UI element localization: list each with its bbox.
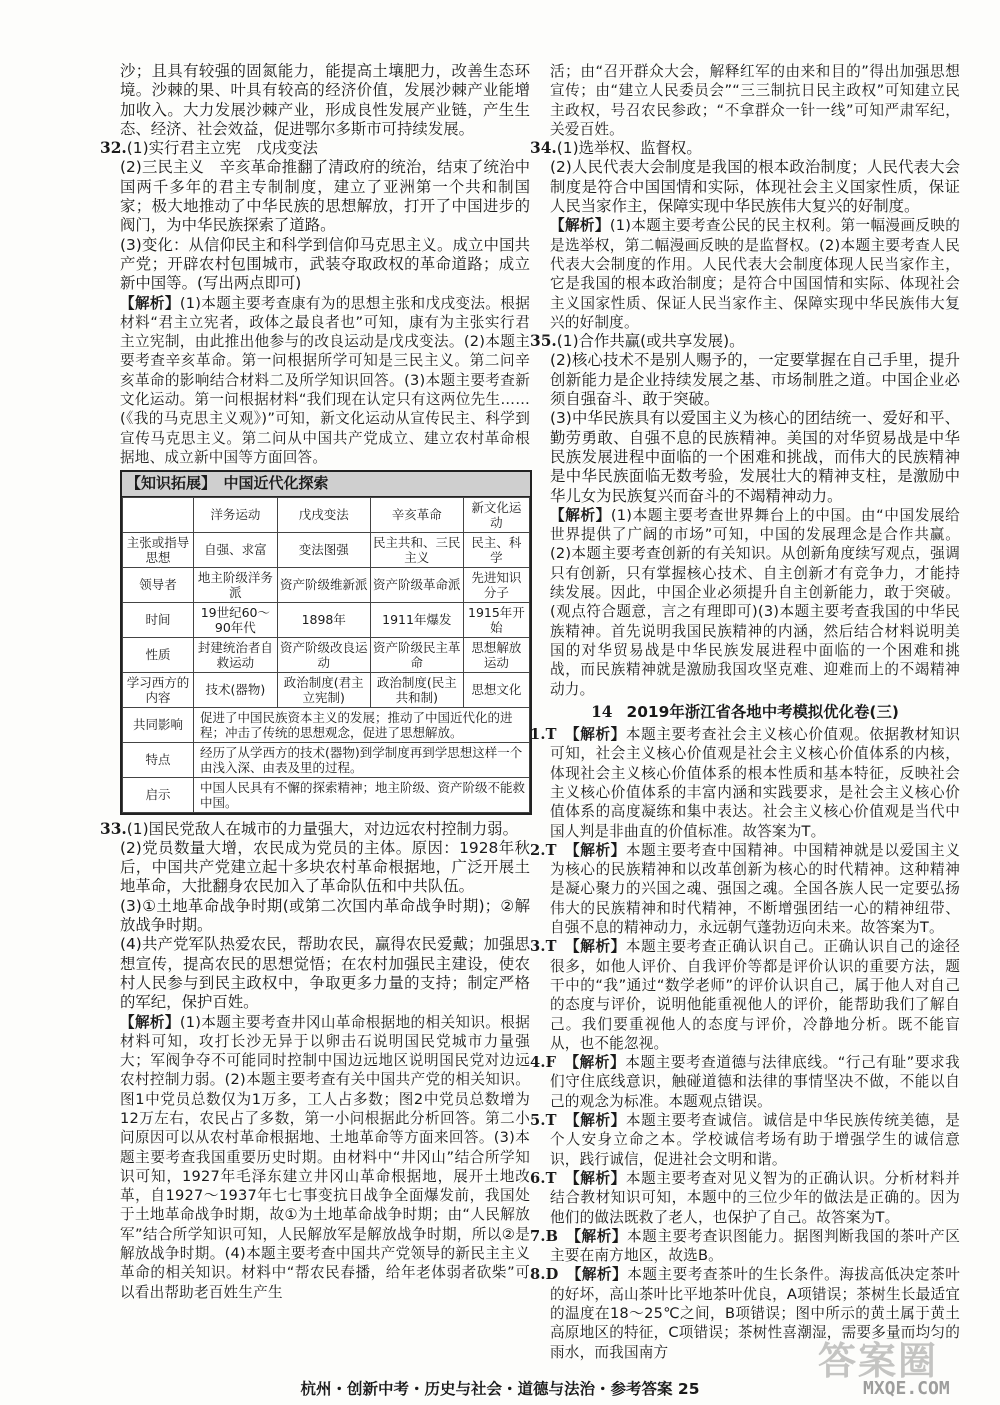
table-col-header: 洋务运动 <box>194 497 278 532</box>
list-item <box>530 1169 960 1227</box>
q34-analysis <box>530 216 960 332</box>
item-number: 2. <box>530 841 546 859</box>
q32-block <box>100 139 530 467</box>
q33-block <box>100 820 530 1302</box>
item-answer: T <box>545 841 557 859</box>
left-column <box>100 62 530 1302</box>
q35-number: 35. <box>530 332 557 351</box>
table-row-header: 启示 <box>123 777 194 812</box>
item-analysis: 本题主要考查正确认识自己。正确认识自己的途径很多，如他人评价、自我评价等都是评价认识的重要方法，题干中的“我”通过“数学老师”的评价认识自己，属于他人对自己的态度与评价，说明他能重视他人的评价，能帮助我们了解自己。我们要重视他人的态度与评价，冷静地分析。既不能盲从，也不能忽视。 <box>550 938 960 1052</box>
table-cell: 政治制度(君主立宪制) <box>277 672 370 707</box>
table-cell: 变法图强 <box>277 532 370 567</box>
analysis-tag: 【解析】 <box>550 217 610 235</box>
table-cell: 先进知识分子 <box>463 567 529 602</box>
item-answer: T <box>545 938 557 956</box>
q33-analysis-continued: 活；由“召开群众大会，解释红军的由来和目的”得出加强思想宣传；由“建立人民委员会”“三三制抗日民主政权”可知建立民主政权，号召农民参政；“不拿群众一针一线”可知严肃军纪，关爱百姓。 <box>550 63 960 138</box>
item-number: 6. <box>530 1169 546 1187</box>
q34-answer-1-text: (1)选举权、监督权。 <box>556 139 702 158</box>
table-row <box>123 532 530 567</box>
q35-answer-1 <box>530 332 960 351</box>
item-analysis: 本题主要考查对见义智为的正确认识。分析材料并结合教材知识可知，本题中的三位少年的做法是正确的。因为他们的做法既救了老人，也保护了自己。故答案为T。 <box>550 1169 960 1226</box>
list-item <box>530 725 960 841</box>
table-cell: 1911年爆发 <box>370 602 463 637</box>
item-number: 5. <box>530 1112 546 1130</box>
item-answer: F <box>545 1054 557 1072</box>
table-cell: 经历了从学西方的技术(器物)到学制度再到学思想这样一个由浅入深、由表及里的过程。 <box>194 742 530 777</box>
table-row-header: 性质 <box>123 637 194 672</box>
item-analysis: 本题主要考查中国精神。中国精神就是以爱国主义为核心的民族精神和以改革创新为核心的时代精神。这种精神是凝心聚力的兴国之魂、强国之魂。全国各族人民一定要弘扬伟大的民族精神和时代精神，不断增强团结一心的精神纽带、自强不息的精神动力，永远朝气蓬勃迈向未来。故答案为T。 <box>550 841 960 937</box>
table-cell: 资产阶级民主革命 <box>370 637 463 672</box>
q35-analysis <box>530 506 960 699</box>
list-item <box>530 1053 960 1111</box>
item-answer: T <box>545 1169 557 1187</box>
table-cell: 1915年开始 <box>463 602 529 637</box>
item-analysis: 本题主要考查茶叶的生长条件。海拔高低决定茶叶的好坏，高山茶叶比平地茶叶优良，A项错误；茶树生长最适宜的温度在18～25℃之间，B项错误；图中所示的黄土属于黄土高原地区的特征，C项错误；茶树性喜潮湿，需要多量而均匀的雨水，而我国南方 <box>550 1266 960 1361</box>
item-answer: T <box>545 726 557 744</box>
q32-analysis <box>100 294 530 468</box>
item-analysis: 本题主要考查道德与法律底线。“行己有耻”要求我们守住底线意识，触碰道德和法律的事情坚决不做，不能以自己的观念为标准。本题观点错误。 <box>550 1054 960 1110</box>
table-row <box>123 602 530 637</box>
right-column <box>530 62 960 1362</box>
table-row <box>123 567 530 602</box>
watermark-text: 答案圈 <box>818 1339 939 1383</box>
table-row-header: 时间 <box>123 602 194 637</box>
section-title <box>530 703 960 722</box>
table-row-header: 领导者 <box>123 567 194 602</box>
q33-answer-3: (3)①土地革命战争时期(或第二次国内革命战争时期)；②解放战争时期。 <box>120 896 530 935</box>
table-cell: 技术(器物) <box>194 672 278 707</box>
table-row <box>123 637 530 672</box>
analysis-tag: 【解析】 <box>571 1054 626 1072</box>
q34-block <box>530 139 960 332</box>
analysis-tag: 【解析】 <box>572 1112 626 1130</box>
analysis-tag: 【解析】 <box>572 1169 626 1187</box>
knowledge-grid <box>122 497 530 813</box>
section-number: 14 <box>591 702 613 721</box>
q34-answer-1 <box>530 139 960 158</box>
knowledge-table <box>120 470 532 814</box>
table-cell: 政治制度(民主共和制) <box>370 672 463 707</box>
item-number: 8. <box>530 1266 546 1284</box>
item-analysis: 本题主要考查识图能力。据图判断我国的茶叶产区主要在南方地区，故选B。 <box>550 1227 960 1265</box>
analysis-tag: 【解析】 <box>572 841 626 859</box>
table-row-header: 学习西方的内容 <box>123 672 194 707</box>
q33-answer-2: (2)党员数量大增，农民成为党员的主体。原因：1928年秋后，中国共产党建立起十多块农村革命根据地，广泛开展土地革命，大批翻身农民加入了革命队伍和中共队伍。 <box>120 838 530 896</box>
table-cell: 促进了中国民族资本主义的发展；推动了中国近代化的进程；冲击了传统的思想观念，促进了思想解放。 <box>194 707 530 742</box>
q35-analysis-text: (1)本题主要考查世界舞台上的中国。由“中国发展给世界提供了广阔的市场”可知，中国的发展理念是合作共赢。(2)本题主要考查创新的有关知识。从创新角度续写观点，强调只有创新，只有掌握核心技术、自主创新才有竞争力，才能持续发展。因此，中国企业必须提升自主创新能力，敢于突破。(观点符合题意，言之有理即可)(3)本题主要考查我国的中华民族精神。首先说明我国民族精神的内涵，然后结合材料说明美国的对华贸易战是中华民族发展进程中面临的一个困难和挑战，而民族精神就是激励我国攻坚克难、迎难而上的不竭精神动力。 <box>550 506 960 698</box>
table-cell: 19世纪60～90年代 <box>194 602 278 637</box>
table-cell: 地主阶级洋务派 <box>194 567 278 602</box>
q33-analysis <box>100 1013 530 1302</box>
analysis-tag: 【解析】 <box>120 1013 180 1031</box>
table-cell: 思想解放运动 <box>463 637 529 672</box>
table-row-header: 共同影响 <box>123 707 194 742</box>
table-row <box>123 707 530 742</box>
q31-continuation: 沙；且具有较强的固氮能力，能提高土壤肥力，改善生态环境。沙棘的果、叶具有较高的经济价值，发展沙棘产业能增加收入。大力发展沙棘产业，形成良性发展产业链，产生生态、经济、社会效益，促进鄂尔多斯市可持续发展。 <box>120 62 530 138</box>
item-answer: B <box>545 1227 559 1245</box>
watermark-url: MXQE.COM <box>863 1378 950 1399</box>
analysis-tag: 【解析】 <box>574 1266 628 1284</box>
section-title-text: 2019年浙江省各地中考模拟优化卷(三) <box>626 702 899 721</box>
q33-answer-4: (4)共产党军队热爱农民，帮助农民，赢得农民爱戴；加强思想宣传，提高农民的思想觉悟；在农村加强民主建设，使农村人民参与到民主政权中，争取更多力量的支持；制定严格的军纪，保护百姓。 <box>120 935 530 1012</box>
item-number: 3. <box>530 938 546 956</box>
q35-answer-3: (3)中华民族具有以爱国主义为核心的团结统一、爱好和平、勤劳勇敢、自强不息的民族精神。美国的对华贸易战是中华民族发展进程中面临的一个困难和挑战，而伟大的民族精神是中华民族面临无数考验，发展壮大的精神支柱，是激励中华儿女为民族复兴而奋斗的不竭精神动力。 <box>550 409 960 505</box>
analysis-tag: 【解析】 <box>550 506 611 524</box>
q32-answer-3: (3)变化：从信仰民主和科学到信仰马克思主义。成立中国共产党；开辟农村包围城市，武装夺取政权的革命道路；成立新中国等。(写出两点即可) <box>120 235 530 293</box>
q35-answer-2: (2)核心技术不是别人赐予的，一定要掌握在自己手里，提升创新能力是企业持续发展之基、市场制胜之道。中国企业必须自强奋斗、敢于突破。 <box>550 351 960 409</box>
table-cell: 自强、求富 <box>194 532 278 567</box>
analysis-tag: 【解析】 <box>120 294 180 312</box>
item-number: 4. <box>530 1054 546 1072</box>
q32-analysis-text: (1)本题主要考查康有为的思想主张和戊戌变法。根据材料“君主立宪者，政体之最良者也”可知，康有为主张实行君主立宪制，由此推出他参与的改良运动是戊戌变法。(2)本题主要考查辛亥革命。第一问根据所学可知是三民主义。第二问辛亥革命的影响结合材料二及所学知识回答。(3)本题主要考查新文化运动。第一问根据材料“我们现在认定只有这两位先生……(《我的马克思主义观》)”可知，新文化运动从宣传民主、科学到宣传马克思主义。第二问从中国共产党成立、建立农村革命根据地、成立新中国等方面回答。 <box>120 294 530 466</box>
table-row <box>123 742 530 777</box>
table-cell: 资产阶级改良运动 <box>277 637 370 672</box>
table-cell: 民主共和、三民主义 <box>370 532 463 567</box>
table-col-header: 新文化运动 <box>463 497 529 532</box>
q32-answer-2: (2)三民主义 辛亥革命推翻了清政府的统治，结束了统治中国两千多年的君主专制制度，建立了亚洲第一个共和制国家；极大地推动了中华民族的思想解放，打开了中国进步的阀门，为中华民族探索了道路。 <box>120 158 530 235</box>
item-number: 1. <box>530 726 546 744</box>
table-cell: 思想文化 <box>463 672 529 707</box>
q34-number: 34. <box>530 139 557 158</box>
list-item <box>530 937 960 1053</box>
list-item <box>530 1227 960 1266</box>
q34-analysis-text: (1)本题主要考查公民的民主权利。第一幅漫画反映的是选举权，第二幅漫画反映的是监督权。(2)本题主要考查人民代表大会制度的作用。人民代表大会制度体现人民当家作主，它是我国的根本政治制度；是符合中国国情和实际、体现社会主义国家性质、保证人民当家作主、保障实现中华民族伟大复兴的好制度。 <box>550 217 960 331</box>
table-row-header: 特点 <box>123 742 194 777</box>
table-row <box>123 672 530 707</box>
table-row <box>123 777 530 812</box>
answer-list <box>530 725 960 1362</box>
analysis-tag: 【解析】 <box>573 1227 628 1245</box>
q34-answer-2: (2)人民代表大会制度是我国的根本政治制度；人民代表大会制度是符合中国国情和实际，体现社会主义国家性质，保证人民当家作主，保障实现中华民族伟大复兴的好制度。 <box>550 158 960 216</box>
table-cell: 封建统治者自救运动 <box>194 637 278 672</box>
item-number: 7. <box>530 1227 546 1245</box>
table-col-header: 辛亥革命 <box>370 497 463 532</box>
item-analysis: 本题主要考查社会主义核心价值观。依据教材知识可知，社会主义核心价值观是社会主义核心价值体系的内核，体现社会主义核心价值体系的根本性质和基本特征，反映社会主义核心价值体系的丰富内涵和实践要求，是社会主义核心价值体系的高度凝练和集中表达。社会主义核心价值观是当代中国人判是非曲直的价值标准。故答案为T。 <box>550 726 960 840</box>
item-analysis: 本题主要考查诚信。诚信是中华民族传统美德，是个人安身立命之本。学校诚信考场有助于增强学生的诚信意识，践行诚信，促进社会文明和谐。 <box>550 1112 960 1168</box>
list-item <box>530 1111 960 1169</box>
q32-number: 32. <box>100 139 127 158</box>
analysis-tag: 【解析】 <box>572 726 626 744</box>
table-header-row <box>123 497 530 532</box>
list-item <box>530 841 960 937</box>
q35-block <box>530 332 960 699</box>
table-cell: 民主、科学 <box>463 532 529 567</box>
table-corner <box>123 497 194 532</box>
knowledge-table-title: 【知识拓展】 中国近代化探索 <box>122 472 530 496</box>
q33-analysis-text: (1)本题主要考查井冈山革命根据地的相关知识。根据材料可知，攻打长沙无异于以卵击石说明国民党城市力量强大；军阀争夺不可能同时控制中国边远地区说明国民党对边远农村控制力弱。(2)本题主要考查有关中国共产党的相关知识。图1中党员总数仅为1万多，工人占多数；图2中党员总数增为12万左右，农民占了多数，第一小问根据此分析回答。第二小问原因可以从农村革命根据地、土地革命等方面来回答。(3)本题主要考查我国重要历史时期。由材料中“井冈山”结合所学知识可知，1927年毛泽东建立井冈山革命根据地，展开土地改革，自1927～1937年七七事变抗日战争全面爆发前，我国处于土地革命战争时期，故①为土地革命战争时期；由“人民解放军”结合所学知识可知，人民解放军是解放战争时期，所以②是解放战争时期。(4)本题主要考查中国共产党领导的新民主主义革命的相关知识。材料中“帮农民春播，给年老体弱者砍柴”可以看出帮助老百姓生产生 <box>120 1013 530 1301</box>
q33-answer-1 <box>100 820 530 839</box>
table-cell: 资产阶级革命派 <box>370 567 463 602</box>
table-cell: 1898年 <box>277 602 370 637</box>
table-cell: 资产阶级维新派 <box>277 567 370 602</box>
q35-answer-1-text: (1)合作共赢(或共享发展)。 <box>556 332 745 351</box>
item-answer: D <box>545 1266 559 1284</box>
table-cell: 中国人民具有不懈的探索精神；地主阶级、资产阶级不能救中国。 <box>194 777 530 812</box>
item-answer: T <box>545 1112 557 1130</box>
table-col-header: 戊戌变法 <box>277 497 370 532</box>
table-row-header: 主张或指导思想 <box>123 532 194 567</box>
q33-answer-1-text: (1)国民党敌人在城市的力量强大，对边远农村控制力弱。 <box>126 819 518 838</box>
page-footer: 杭州・创新中考・历史与社会・道德与法治・参考答案 25 <box>300 1380 700 1398</box>
q33-number: 33. <box>100 819 127 838</box>
analysis-tag: 【解析】 <box>572 938 626 956</box>
q32-answer-1-text: (1)实行君主立宪 戊戌变法 <box>126 139 318 158</box>
q32-answer-1 <box>100 139 530 158</box>
